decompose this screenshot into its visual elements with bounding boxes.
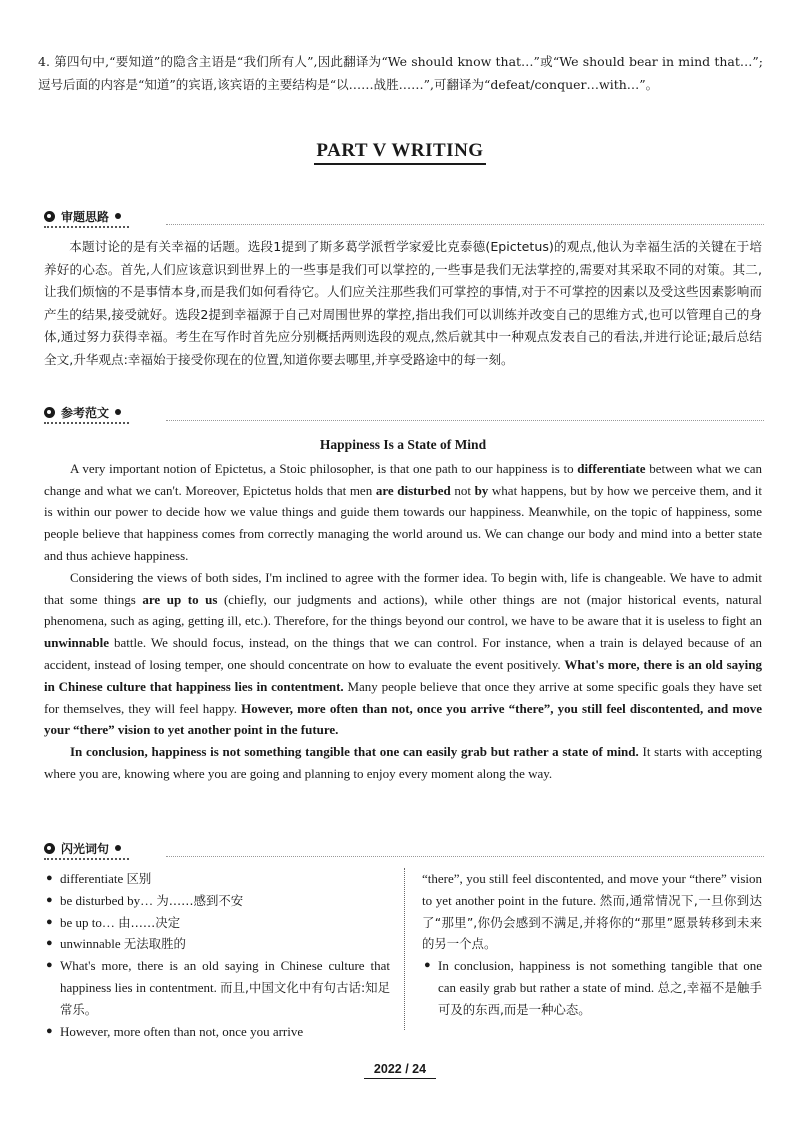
- essay-text: between what we can change and what we can't. Moreover, Epictetus holds that men: [44, 460, 762, 498]
- part-title-text: PART V WRITING: [314, 140, 485, 165]
- section-rule: [166, 224, 764, 225]
- bullet-icon: ●: [46, 915, 53, 928]
- vocab-en: be up to…: [60, 914, 119, 930]
- model-section-header: [44, 402, 764, 424]
- essay-title: Happiness Is a State of Mind: [319, 437, 487, 452]
- vocab-en: “there”, you still feel discontented, and move your “there” vision to yet another point in the future.: [422, 871, 762, 908]
- essay-keyword: What's more, there is an old saying in Chinese culture that happiness lies in contentment.: [44, 656, 762, 694]
- vocab-label: 闪光词句: [61, 841, 110, 856]
- section-tail-icon: [115, 213, 121, 219]
- bullet-icon: ●: [46, 893, 53, 906]
- note-number: 4.: [38, 54, 50, 69]
- column-divider: [404, 868, 405, 1030]
- section-bullet-icon: [44, 211, 55, 222]
- essay-keyword: unwinnable: [44, 635, 110, 651]
- essay-text: It starts with accepting where you are, knowing where you are going and planning to enjoy every moment along the way.: [44, 744, 762, 781]
- vocab-tag: [44, 838, 129, 860]
- essay-keyword: differentiate: [577, 460, 646, 476]
- model-essay: [44, 434, 762, 785]
- vocab-en: be disturbed by…: [60, 892, 157, 908]
- essay-keyword: by: [474, 482, 489, 498]
- essay-text: Many people believe that once they arrive at some specific goals they have set for themselves, they will feel happy.: [44, 678, 762, 716]
- vocab-zh: 而且,中国文化中有句古话:知足常乐。: [60, 979, 390, 1017]
- page-number-text: 2022 / 24: [364, 1062, 436, 1079]
- essay-text: (chiefly, our judgments and actions), while other things are not (major historical events, natural phenomena, such as aging, getting ill, etc.). Therefore, for the things beyond our control, we have to be aware that it is useless to fight an: [44, 591, 763, 629]
- part-title: [0, 140, 800, 162]
- vocab-continuation: [422, 868, 762, 955]
- vocab-list-right: [422, 868, 762, 1021]
- analysis-label: 审题思路: [61, 209, 110, 224]
- translation-note: [38, 50, 763, 96]
- vocab-list-left: [44, 868, 390, 1042]
- vocab-item: [44, 868, 390, 890]
- essay-keyword: are disturbed: [375, 482, 451, 498]
- section-tail-icon: [115, 845, 121, 851]
- vocab-item: [44, 955, 390, 1020]
- essay-text: not: [450, 482, 475, 498]
- vocab-zh: 为……感到不安: [156, 892, 244, 908]
- analysis-section-header: [44, 206, 764, 228]
- model-label: 参考范文: [61, 405, 110, 420]
- vocab-item: [44, 890, 390, 912]
- bullet-icon: ●: [424, 959, 431, 972]
- vocab-en: differentiate: [60, 871, 127, 886]
- vocab-en: However, more often than not, once you arrive: [60, 1023, 304, 1039]
- vocab-en: What's more, there is an old saying in Chinese culture that happiness lies in contentment.: [60, 958, 390, 995]
- bullet-icon: ●: [46, 872, 53, 884]
- essay-paragraph-2: [44, 567, 762, 741]
- vocab-en: In conclusion, happiness is not something tangible that one can easily grab but rather a state of mind.: [438, 958, 762, 995]
- essay-text: Considering the views of both sides, I'm inclined to agree with the former idea. To begin with, life is changeable. We have to admit that some things: [44, 569, 762, 607]
- section-bullet-icon: [44, 843, 55, 854]
- vocab-en: unwinnable: [60, 936, 124, 952]
- vocab-item: [422, 955, 762, 1020]
- section-bullet-icon: [44, 407, 55, 418]
- essay-keyword: are up to us: [142, 591, 218, 607]
- analysis-paragraph: 本题讨论的是有关幸福的话题。选段1提到了斯多葛学派哲学家爱比克泰德(Epictetus)的观点,他认为幸福生活的关键在于培养好的心态。首先,人们应该意识到世界上的一些事是我们可以掌控的,一些事是我们无法掌控的,需要对其采取不同的对策。其二,让我们烦恼的不是事情本身,而是我们如何看待它。人们应关注那些我们可掌控的事情,对于不可掌控的因素以及受这些因素影响而产生的结果,接受就好。选段2提到幸福源于自己对周围世界的掌控,指出我们可以训练并改变自己的思维方式,也可以管理自己的身体,通过努力获得幸福。考生在写作时首先应分别概括两则选段的观点,然后就其中一种观点发表自己的看法,并进行论证;最后总结全文,升华观点:幸福始于接受你现在的位置,知道你要去哪里,并享受路途中的每一刻。: [44, 239, 762, 367]
- page-number: [0, 1062, 800, 1076]
- essay-paragraph-3: [44, 741, 762, 785]
- analysis-tag: [44, 206, 129, 228]
- vocab-zh: 区别: [126, 871, 152, 886]
- section-rule: [166, 420, 764, 421]
- essay-text: battle. We should focus, instead, on the things that we can control. For instance, when a train is delayed because of an accident, instead of losing temper, one should concentrate on how to evaluate the event positively.: [44, 635, 762, 672]
- bullet-icon: ●: [46, 1024, 53, 1037]
- vocab-zh: 总之,幸福不是触手可及的东西,而是一种心态。: [438, 979, 762, 1017]
- essay-keyword: In conclusion, happiness is not something tangible that one can easily grab but rather a state of mind.: [70, 744, 639, 760]
- note-text: 第四句中,“要知道”的隐含主语是“我们所有人”,因此翻译为“We should know that…”或“We should bear in mind that…”;逗号后面的内容是“知道”的宾语,该宾语的主要结构是“以……战胜……”,可翻译为“defeat/conquer…with…”。: [38, 54, 763, 92]
- vocab-item: [44, 912, 390, 934]
- vocab-zh: 无法取胜的: [123, 936, 186, 952]
- vocab-item: [44, 933, 390, 955]
- vocab-item: [44, 1021, 390, 1043]
- essay-paragraph-1: [44, 458, 762, 567]
- section-tail-icon: [115, 409, 121, 415]
- vocab-section-header: [44, 838, 764, 860]
- essay-text: what happens, but by how we perceive them, and it is within our power to decide how we value things and guide them towards our happiness. Meanwhile, on the topic of happiness, some people believe that happiness comes from correctly managing the world around us. We can change our body and mind into a better state and thus achieve happiness.: [44, 482, 762, 563]
- essay-keyword: However, more often than not, once you arrive “there”, you still feel discontented, and move your “there” vision to yet another point in the future.: [44, 700, 762, 738]
- section-rule: [166, 856, 764, 857]
- vocab-zh: 然而,通常情况下,一旦你到达了“那里”,你仍会感到不满足,并将你的“那里”愿景转移到未来的另一个点。: [422, 892, 762, 952]
- vocab-zh: 由……决定: [118, 914, 181, 930]
- model-tag: [44, 402, 129, 424]
- essay-text: A very important notion of Epictetus, a Stoic philosopher, is that one path to our happiness is to: [70, 460, 578, 476]
- bullet-icon: ●: [46, 959, 53, 972]
- bullet-icon: ●: [46, 937, 53, 950]
